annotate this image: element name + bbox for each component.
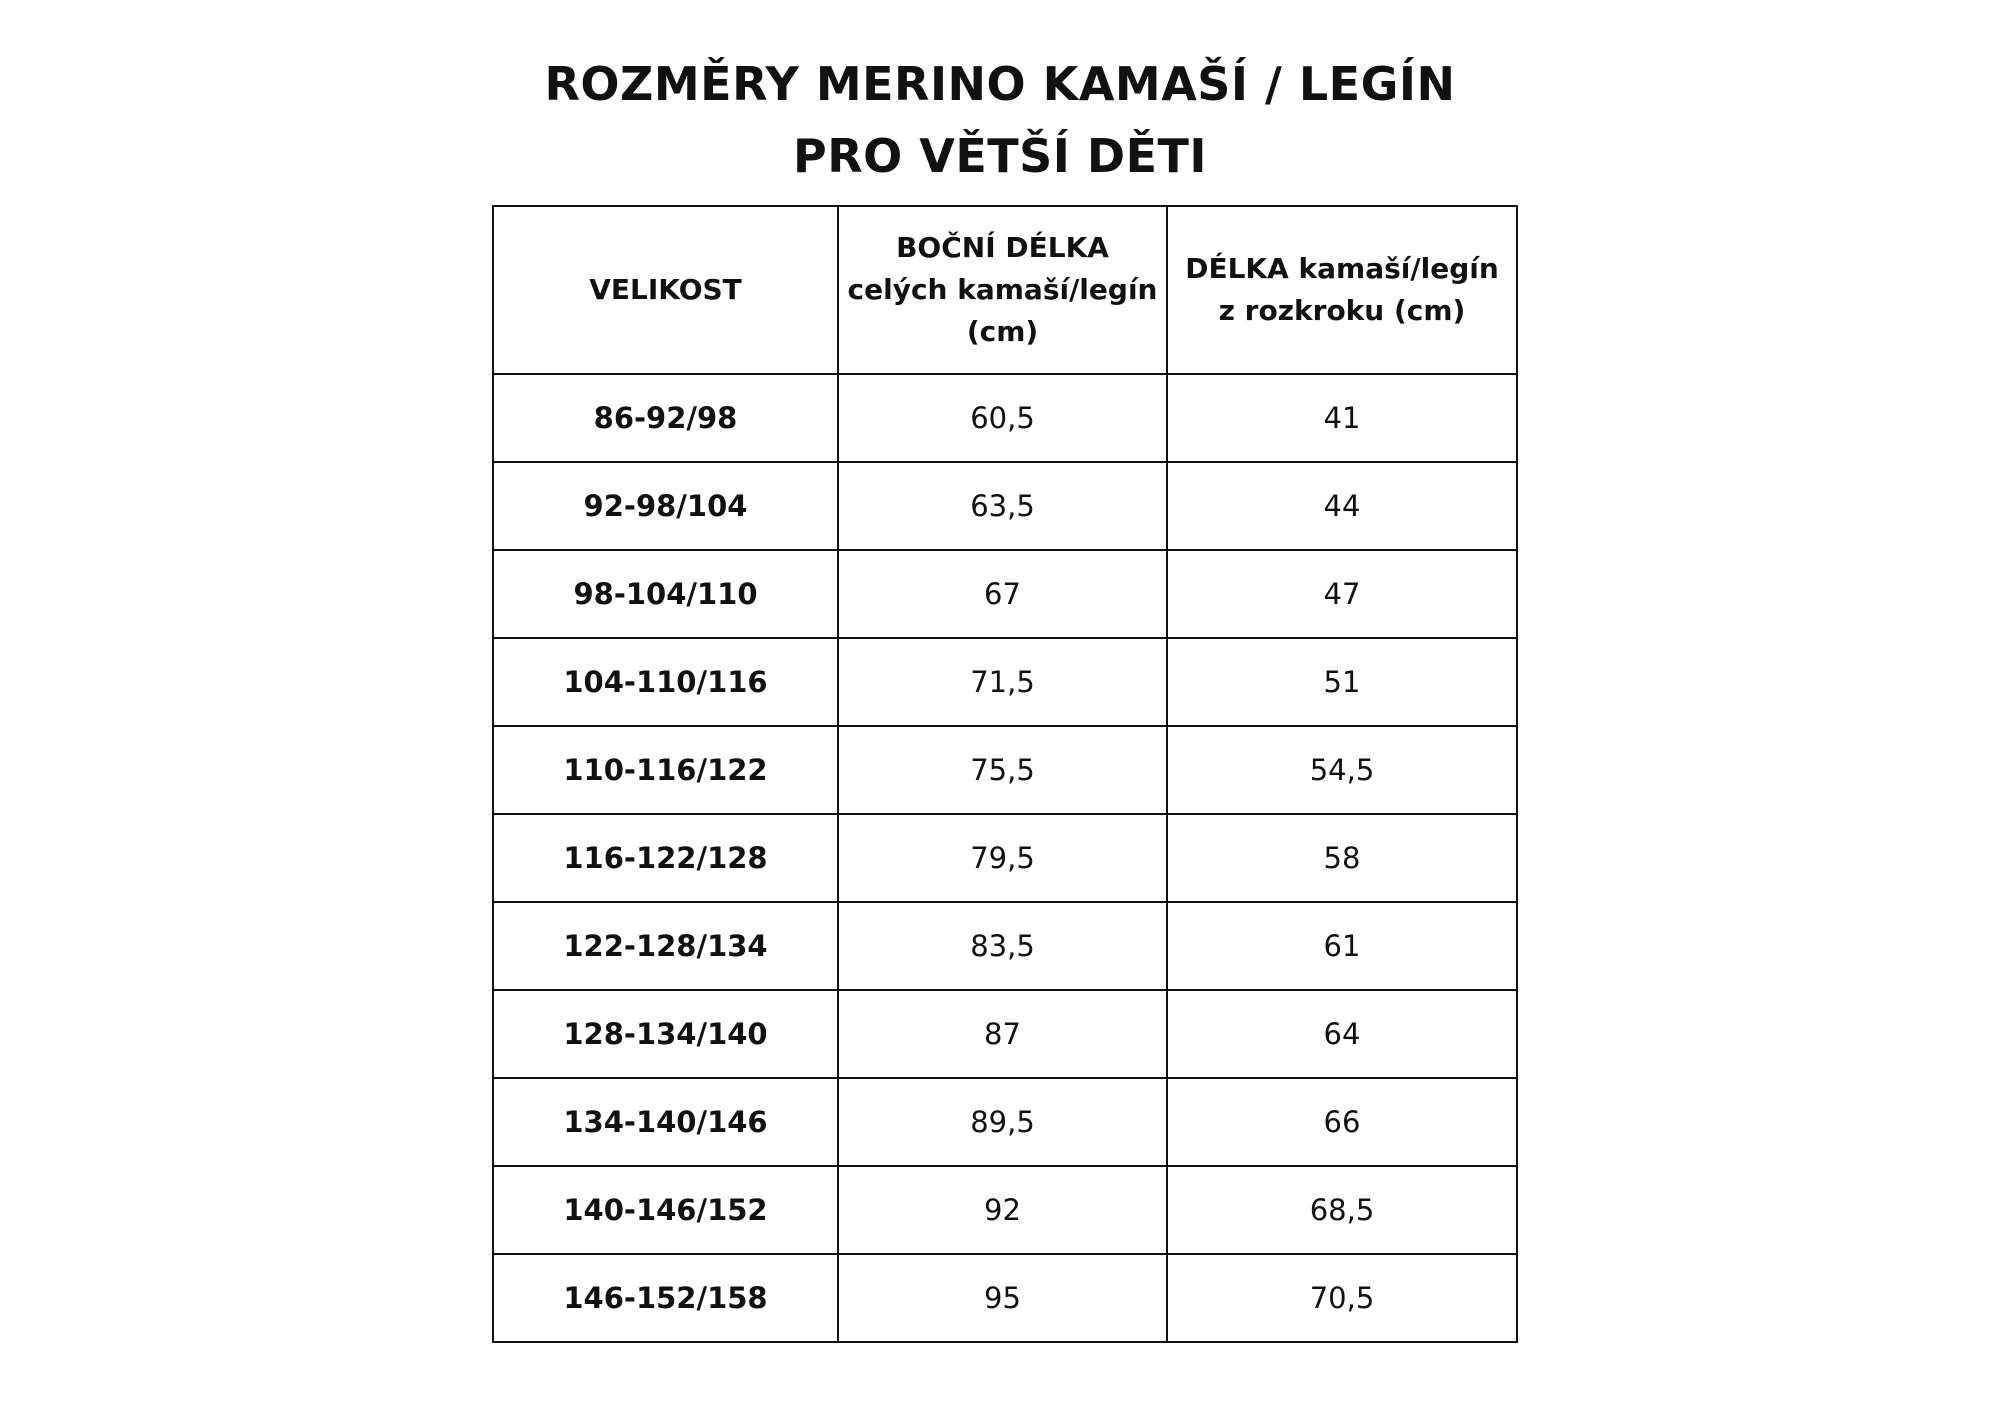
side-length-cell: 87 — [838, 990, 1167, 1078]
table-row — [493, 726, 1517, 814]
side-length-cell: 89,5 — [838, 1078, 1167, 1166]
side-length-cell: 67 — [838, 550, 1167, 638]
table-row — [493, 990, 1517, 1078]
side-length-cell: 75,5 — [838, 726, 1167, 814]
table-row — [493, 550, 1517, 638]
page-title — [0, 48, 2000, 192]
side-length-cell: 92 — [838, 1166, 1167, 1254]
header-inseam-length: DÉLKA kamaší/legín z rozkroku (cm) — [1167, 206, 1517, 374]
inseam-length-cell: 41 — [1167, 374, 1517, 462]
header-side-length: BOČNÍ DÉLKA celých kamaší/legín (cm) — [838, 206, 1167, 374]
inseam-length-cell: 47 — [1167, 550, 1517, 638]
inseam-length-cell: 66 — [1167, 1078, 1517, 1166]
inseam-length-cell: 51 — [1167, 638, 1517, 726]
size-cell: 116-122/128 — [493, 814, 838, 902]
inseam-length-cell: 64 — [1167, 990, 1517, 1078]
header-row — [493, 206, 1517, 374]
side-length-cell: 60,5 — [838, 374, 1167, 462]
size-cell: 92-98/104 — [493, 462, 838, 550]
table-row — [493, 462, 1517, 550]
inseam-length-cell: 61 — [1167, 902, 1517, 990]
size-table — [492, 205, 1518, 1343]
inseam-length-cell: 54,5 — [1167, 726, 1517, 814]
side-length-cell: 71,5 — [838, 638, 1167, 726]
size-cell: 110-116/122 — [493, 726, 838, 814]
size-cell: 98-104/110 — [493, 550, 838, 638]
side-length-cell: 79,5 — [838, 814, 1167, 902]
table-row — [493, 902, 1517, 990]
size-cell: 134-140/146 — [493, 1078, 838, 1166]
size-cell: 140-146/152 — [493, 1166, 838, 1254]
inseam-length-cell: 58 — [1167, 814, 1517, 902]
header-size: VELIKOST — [493, 206, 838, 374]
side-length-cell: 83,5 — [838, 902, 1167, 990]
side-length-cell: 95 — [838, 1254, 1167, 1342]
table-row — [493, 1254, 1517, 1342]
size-cell: 128-134/140 — [493, 990, 838, 1078]
size-cell: 122-128/134 — [493, 902, 838, 990]
size-cell: 104-110/116 — [493, 638, 838, 726]
inseam-length-cell: 70,5 — [1167, 1254, 1517, 1342]
table-row — [493, 638, 1517, 726]
table-row — [493, 374, 1517, 462]
title-line-1: ROZMĚRY MERINO KAMAŠÍ / LEGÍN — [544, 57, 1456, 111]
table-row — [493, 814, 1517, 902]
size-cell: 146-152/158 — [493, 1254, 838, 1342]
inseam-length-cell: 44 — [1167, 462, 1517, 550]
inseam-length-cell: 68,5 — [1167, 1166, 1517, 1254]
table-row — [493, 1078, 1517, 1166]
side-length-cell: 63,5 — [838, 462, 1167, 550]
title-line-2: PRO VĚTŠÍ DĚTI — [792, 129, 1207, 183]
table-row — [493, 1166, 1517, 1254]
size-cell: 86-92/98 — [493, 374, 838, 462]
